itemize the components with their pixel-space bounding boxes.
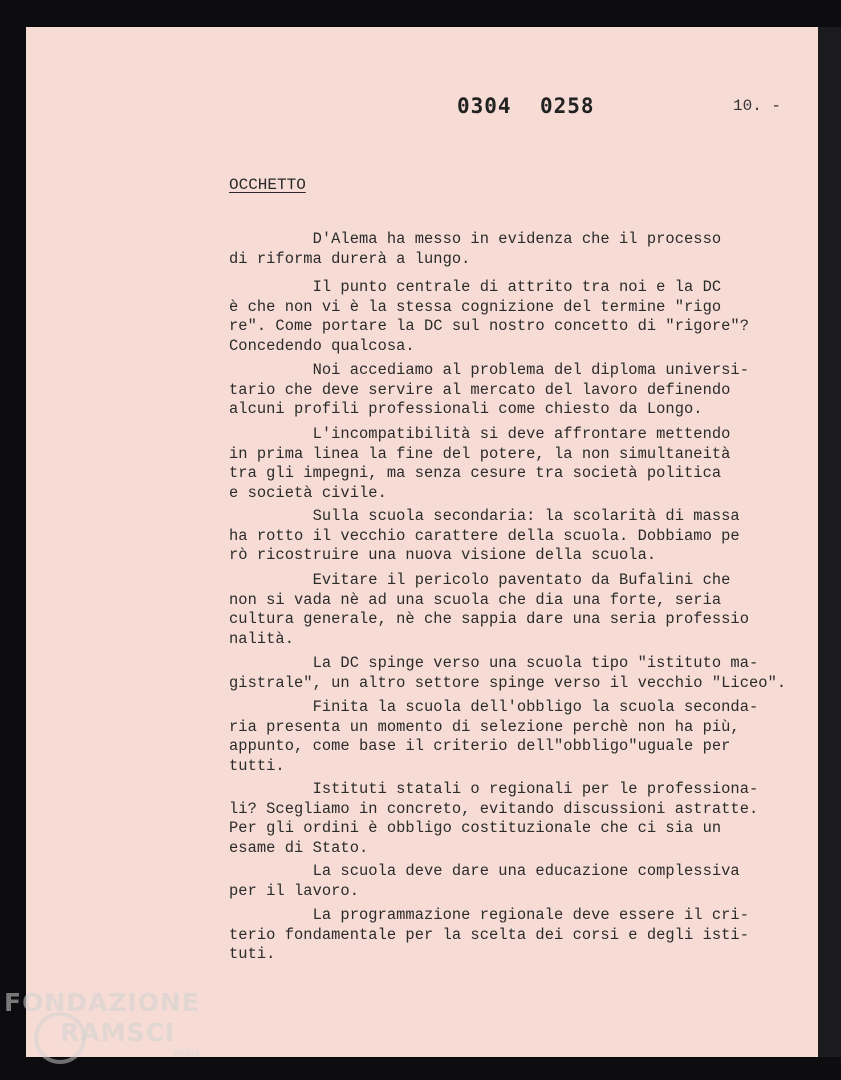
archive-number-1: 0304 [457, 94, 512, 118]
scanner-edge [818, 27, 841, 1057]
watermark-line-3: onlus [173, 1048, 200, 1059]
paragraph-11: La programmazione regionale deve essere il cri- terio fondamentale per la scelta dei corsi e degli isti- tuti. [229, 906, 750, 964]
paragraph-4: L'incompatibilità si deve affrontare mettendo in prima linea la fine del potere, la non simultaneità tra gli impegni, ma senza cesure tra società politica e società civile. [229, 425, 731, 502]
paragraph-3: Noi accediamo al problema del diploma universi- tario che deve servire al mercato del lavoro definendo alcuni profili professionali come chiesto da Longo. [229, 361, 750, 419]
watermark-line-2: RAMSCI [60, 1018, 176, 1047]
paragraph-6: Evitare il pericolo paventato da Bufalini che non si vada nè ad una scuola che dia una forte, seria cultura generale, nè che sappia dare una seria professio nalità. [229, 571, 750, 648]
paragraph-1: D'Alema ha messo in evidenza che il processo di riforma durerà a lungo. [229, 230, 722, 268]
archive-number-2: 0258 [540, 94, 595, 118]
paragraph-10: La scuola deve dare una educazione complessiva per il lavoro. [229, 862, 740, 900]
watermark-line-1: FONDAZIONE [4, 988, 201, 1017]
speaker-heading: OCCHETTO [229, 176, 306, 194]
page-number: 10. - [733, 97, 782, 115]
paragraph-2: Il punto centrale di attrito tra noi e la DC è che non vi è la stessa cognizione del termine "rigo re". Come portare la DC sul nostro concetto di "rigore"? Concedendo qualcosa. [229, 278, 750, 355]
paragraph-7: La DC spinge verso una scuola tipo "istituto ma- gistrale", un altro settore spinge verso il vecchio "Liceo". [229, 654, 787, 692]
paragraph-8: Finita la scuola dell'obbligo la scuola seconda- ria presenta un momento di selezione perchè non ha più, appunto, come base il criterio dell"obbligo"uguale per tutti. [229, 698, 759, 775]
paragraph-9: Istituti statali o regionali per le professiona- li? Scegliamo in concreto, evitando discussioni astratte. Per gli ordini è obbligo costituzionale che ci sia un esame di Stato. [229, 780, 759, 857]
paragraph-5: Sulla scuola secondaria: la scolarità di massa ha rotto il vecchio carattere della scuola. Dobbiamo pe rò ricostruire una nuova visione della scuola. [229, 507, 740, 565]
